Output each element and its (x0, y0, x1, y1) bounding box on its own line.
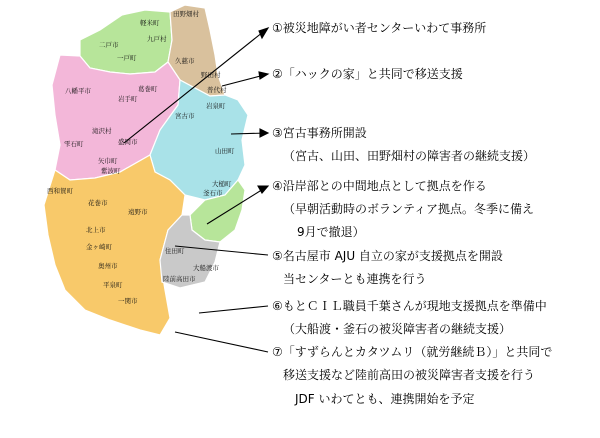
note-4-detail: （早朝活動時のボランティア拠点。冬季に備え (283, 202, 535, 216)
note-4: ④沿岸部との中間地点として拠点を作る (272, 179, 487, 193)
label-shizukuishi: 雫石町 (64, 140, 84, 148)
note-3-detail: （宮古、山田、田野畑村の障害者の継続支援） (283, 149, 536, 163)
label-ichinoseki: 一関市 (118, 297, 138, 305)
label-yahaba: 矢巾町 (98, 157, 118, 165)
label-yamada: 山田町 (215, 147, 235, 155)
label-takizawa: 滝沢村 (92, 127, 112, 135)
label-hiraizumi: 平泉町 (103, 281, 123, 289)
label-tono: 遠野市 (128, 208, 148, 216)
label-karumai: 軽米町 (140, 19, 160, 27)
label-iwate: 岩手町 (118, 95, 138, 103)
note-6: ⑥もとＣＩＬ職員千葉さんが現地支援拠点を準備中 (272, 299, 547, 313)
label-kamaishi: 釜石市 (203, 189, 223, 197)
label-morioka: 盛岡市 (118, 138, 138, 146)
label-kuzumaki: 葛巻町 (138, 85, 158, 93)
note-5-detail: 当センターとも連携を行う (283, 272, 427, 286)
label-noda: 野田村 (201, 71, 221, 79)
note-6-detail: （大船渡・釜石の被災障害者の継続支援） (283, 322, 512, 336)
label-hanamaki: 花巻市 (88, 199, 108, 207)
note-7-detail-2: JDF いわてとも、連携開始を予定 (295, 392, 475, 406)
note-7-detail: 移送支援など陸前高田の被災障害者支援を行う (283, 368, 536, 382)
note-5: ⑤名古屋市 AJU 自立の家が支援拠点を開設 (272, 249, 503, 263)
arrowhead-1 (259, 28, 268, 38)
pointer-line-6 (199, 306, 268, 313)
label-oshu: 奥州市 (98, 262, 118, 270)
label-kanegasaki: 金ヶ崎町 (86, 243, 112, 251)
label-kunohe: 九戸村 (147, 35, 167, 43)
label-ichinohe: 一戸町 (117, 54, 137, 62)
label-kitakami: 北上市 (86, 226, 106, 234)
pointer-arrowheads (258, 28, 268, 193)
label-shiwa: 紫波町 (101, 167, 121, 175)
arrowhead-4 (258, 186, 268, 193)
label-iwaizumi: 岩泉町 (206, 102, 226, 110)
pointer-line-7 (175, 332, 268, 352)
note-3: ③宮古事務所開設 (272, 126, 367, 140)
label-nishiwaga: 西和賀町 (47, 187, 73, 195)
label-miyako: 宮古市 (175, 112, 195, 120)
label-kuji: 久慈市 (175, 57, 195, 65)
note-7: ⑦「すずらんとカタツムリ（就労継続Ｂ）」と共同で (272, 345, 553, 359)
note-4-detail-2: 9月で撤退） (297, 225, 365, 239)
arrowhead-2 (259, 72, 268, 79)
label-sumita: 住田町 (165, 247, 185, 255)
label-tanohata: 田野畑村 (173, 10, 199, 18)
label-otsuchi: 大槌町 (212, 180, 232, 188)
label-fudai: 普代村 (207, 86, 227, 94)
note-2: ②「ハックの家」と共同で移送支援 (272, 67, 463, 81)
label-ofunato: 大船渡市 (193, 264, 219, 272)
label-hachimantai: 八幡平市 (65, 87, 91, 95)
label-ninohe: 二戸市 (99, 41, 119, 49)
arrowhead-3 (260, 129, 268, 137)
label-rikuzentakata: 陸前高田市 (163, 275, 196, 283)
note-1: ①被災地障がい者センターいわて事務所 (272, 21, 487, 35)
